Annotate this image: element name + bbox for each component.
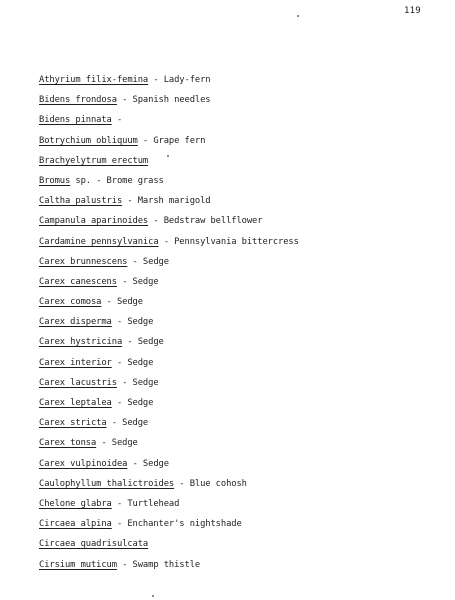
common-name: - Lady-fern bbox=[148, 75, 211, 85]
common-name: - Sedge bbox=[122, 337, 164, 348]
list-item bbox=[39, 171, 444, 191]
scientific-name: Bidens frondosa bbox=[39, 95, 117, 106]
list-item bbox=[39, 70, 444, 90]
list-item bbox=[39, 514, 444, 534]
scientific-name: Botrychium obliquum bbox=[39, 135, 138, 146]
species-list bbox=[39, 70, 444, 575]
scientific-name: Carex disperma bbox=[39, 317, 112, 328]
common-name: - Sedge bbox=[111, 317, 154, 328]
list-item bbox=[39, 494, 444, 514]
common-name: - Sedge bbox=[111, 357, 154, 368]
list-item bbox=[39, 90, 444, 110]
common-name: - Sedge bbox=[111, 398, 154, 408]
common-name: - Bedstraw bellflower bbox=[148, 216, 263, 227]
scientific-name: Circaea quadrisulcata bbox=[39, 539, 149, 550]
scientific-name: Carex stricta bbox=[39, 418, 107, 429]
list-item bbox=[39, 211, 444, 231]
list-item bbox=[39, 454, 444, 474]
scientific-name: Chelone glabra bbox=[39, 498, 112, 509]
scientific-name: Bromus bbox=[39, 175, 71, 186]
scientific-name: Cirsium muticum bbox=[39, 559, 117, 570]
scientific-name: Carex leptalea bbox=[39, 398, 112, 408]
common-name: - Sedge bbox=[116, 276, 159, 287]
common-name: - Spanish needles bbox=[116, 95, 211, 106]
common-name: - Sedge bbox=[127, 458, 169, 469]
scientific-name: Caulophyllum thalictroides bbox=[39, 478, 175, 489]
scientific-name: Cardamine pennsylvanica bbox=[39, 236, 159, 247]
list-item bbox=[39, 373, 444, 393]
list-item bbox=[39, 534, 444, 554]
common-name: - Sedge bbox=[127, 256, 169, 267]
scientific-name: Bidens pinnata bbox=[39, 115, 112, 126]
common-name: - Sedge bbox=[101, 297, 143, 308]
common-name: - Sedge bbox=[116, 377, 159, 388]
common-name: - Pennsylvania bittercress bbox=[158, 236, 299, 247]
common-name: - Swamp thistle bbox=[116, 559, 201, 570]
scientific-name: Carex comosa bbox=[39, 297, 102, 308]
common-name: - Enchanter's nightshade bbox=[111, 519, 242, 530]
list-item bbox=[39, 131, 444, 151]
common-name: - Sedge bbox=[106, 418, 149, 429]
scientific-name: Campanula aparinoides bbox=[39, 216, 149, 227]
scientific-name: Brachyelytrum erectum bbox=[39, 155, 149, 166]
list-item bbox=[39, 110, 444, 130]
scientific-name: Carex vulpinoidea bbox=[39, 458, 128, 469]
common-name: - Grape fern bbox=[137, 135, 206, 146]
scientific-name: Carex tonsa bbox=[39, 438, 97, 449]
common-name: - Blue cohosh bbox=[174, 478, 247, 489]
scientific-name: Carex hystricina bbox=[39, 337, 123, 348]
list-item bbox=[39, 413, 444, 433]
scientific-name: Carex canescens bbox=[39, 276, 117, 287]
page-number: 119 bbox=[404, 6, 421, 16]
scientific-name: Caltha palustris bbox=[39, 196, 123, 207]
scientific-name: Carex lacustris bbox=[39, 377, 117, 388]
common-name: - Sedge bbox=[96, 438, 138, 449]
list-item bbox=[39, 555, 444, 575]
list-item bbox=[39, 312, 444, 332]
scan-speck bbox=[297, 15, 299, 17]
list-item bbox=[39, 232, 444, 252]
list-item bbox=[39, 191, 444, 211]
list-item bbox=[39, 353, 444, 373]
common-name: - Turtlehead bbox=[111, 498, 180, 509]
list-item bbox=[39, 272, 444, 292]
list-item bbox=[39, 332, 444, 352]
list-item bbox=[39, 393, 444, 413]
scientific-name: Carex brunnescens bbox=[39, 256, 128, 267]
scientific-name: Athyrium filix-femina bbox=[39, 75, 149, 85]
scan-speck bbox=[152, 595, 154, 597]
scan-speck bbox=[167, 155, 169, 157]
list-item bbox=[39, 474, 444, 494]
list-item bbox=[39, 252, 444, 272]
list-item bbox=[39, 433, 444, 453]
scientific-name: Carex interior bbox=[39, 357, 112, 368]
common-name: sp. - Brome grass bbox=[70, 175, 164, 186]
common-name: - Marsh marigold bbox=[122, 196, 211, 207]
common-name: - bbox=[111, 115, 123, 126]
list-item bbox=[39, 292, 444, 312]
list-item bbox=[39, 151, 444, 171]
scientific-name: Circaea alpina bbox=[39, 519, 112, 530]
